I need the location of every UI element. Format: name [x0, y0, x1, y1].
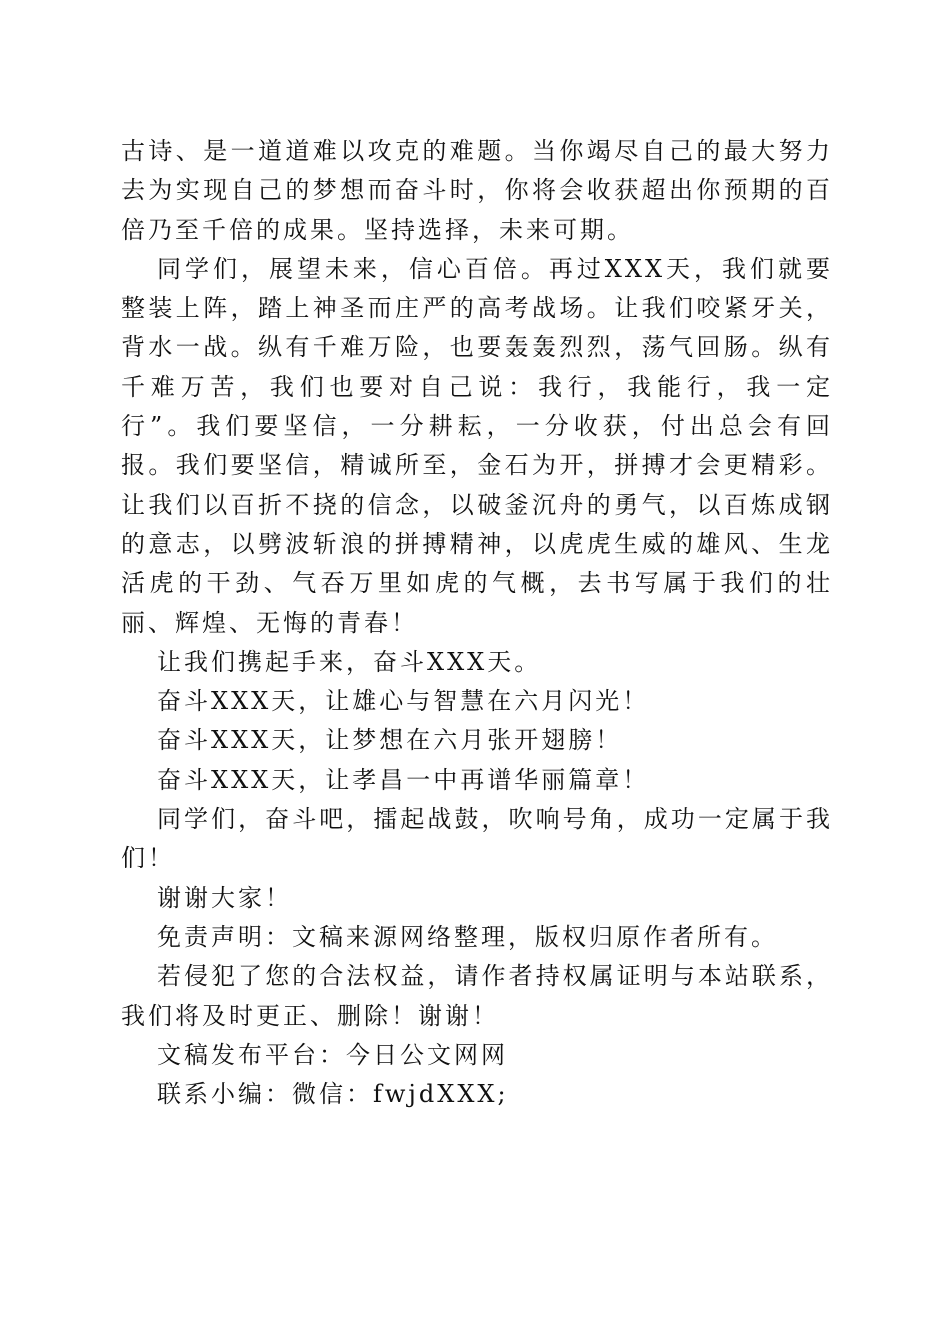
paragraph-contact-editor: 联系小编：微信：fwjdXXX;	[157, 1080, 509, 1109]
document-body	[121, 132, 833, 1114]
paragraph-call-to-action: 同学们，奋斗吧，擂起战鼓，吹响号角，成功一定属于我们！	[121, 805, 833, 873]
paragraph-poetry-conclusion: 古诗、是一道道难以攻克的难题。当你竭尽自己的最大努力去为实现自己的梦想而奋斗时，你将会收获超出你预期的百倍乃至千倍的成果。坚持选择，未来可期。	[121, 137, 833, 244]
paragraph-join-hands: 让我们携起手来，奋斗XXX天。	[157, 647, 542, 676]
paragraph-slogan-1: 奋斗XXX天，让雄心与智慧在六月闪光！	[157, 687, 650, 716]
paragraph-infringement-notice: 若侵犯了您的合法权益，请作者持权属证明与本站联系，我们将及时更正、删除！谢谢！	[121, 962, 833, 1030]
paragraph-outlook: 同学们，展望未来，信心百倍。再过XXX天，我们就要整装上阵，踏上神圣而庄严的高考战场。让我们咬紧牙关，背水一战。纵有千难万险，也要轰轰烈烈，荡气回肠。纵有千难万苦，我们也要对自己说：我行，我能行，我一定行”。我们要坚信，一分耕耘，一分收获，付出总会有回报。我们要坚信，精诚所至，金石为开，拼搏才会更精彩。让我们以百折不挠的信念，以破釜沉舟的勇气，以百炼成钢的意志，以劈波斩浪的拼搏精神，以虎虎生威的雄风、生龙活虎的干劲、气吞万里如虎的气概，去书写属于我们的壮丽、辉煌、无悔的青春！	[121, 254, 833, 637]
paragraph-disclaimer: 免责声明：文稿来源网络整理，版权归原作者所有。	[157, 922, 778, 951]
paragraph-publish-platform: 文稿发布平台：今日公文网网	[157, 1040, 508, 1069]
paragraph-thanks: 谢谢大家！	[157, 883, 292, 912]
paragraph-slogan-2: 奋斗XXX天，让梦想在六月张开翅膀！	[157, 726, 623, 755]
paragraph-slogan-3: 奋斗XXX天，让孝昌一中再谱华丽篇章！	[157, 765, 650, 794]
